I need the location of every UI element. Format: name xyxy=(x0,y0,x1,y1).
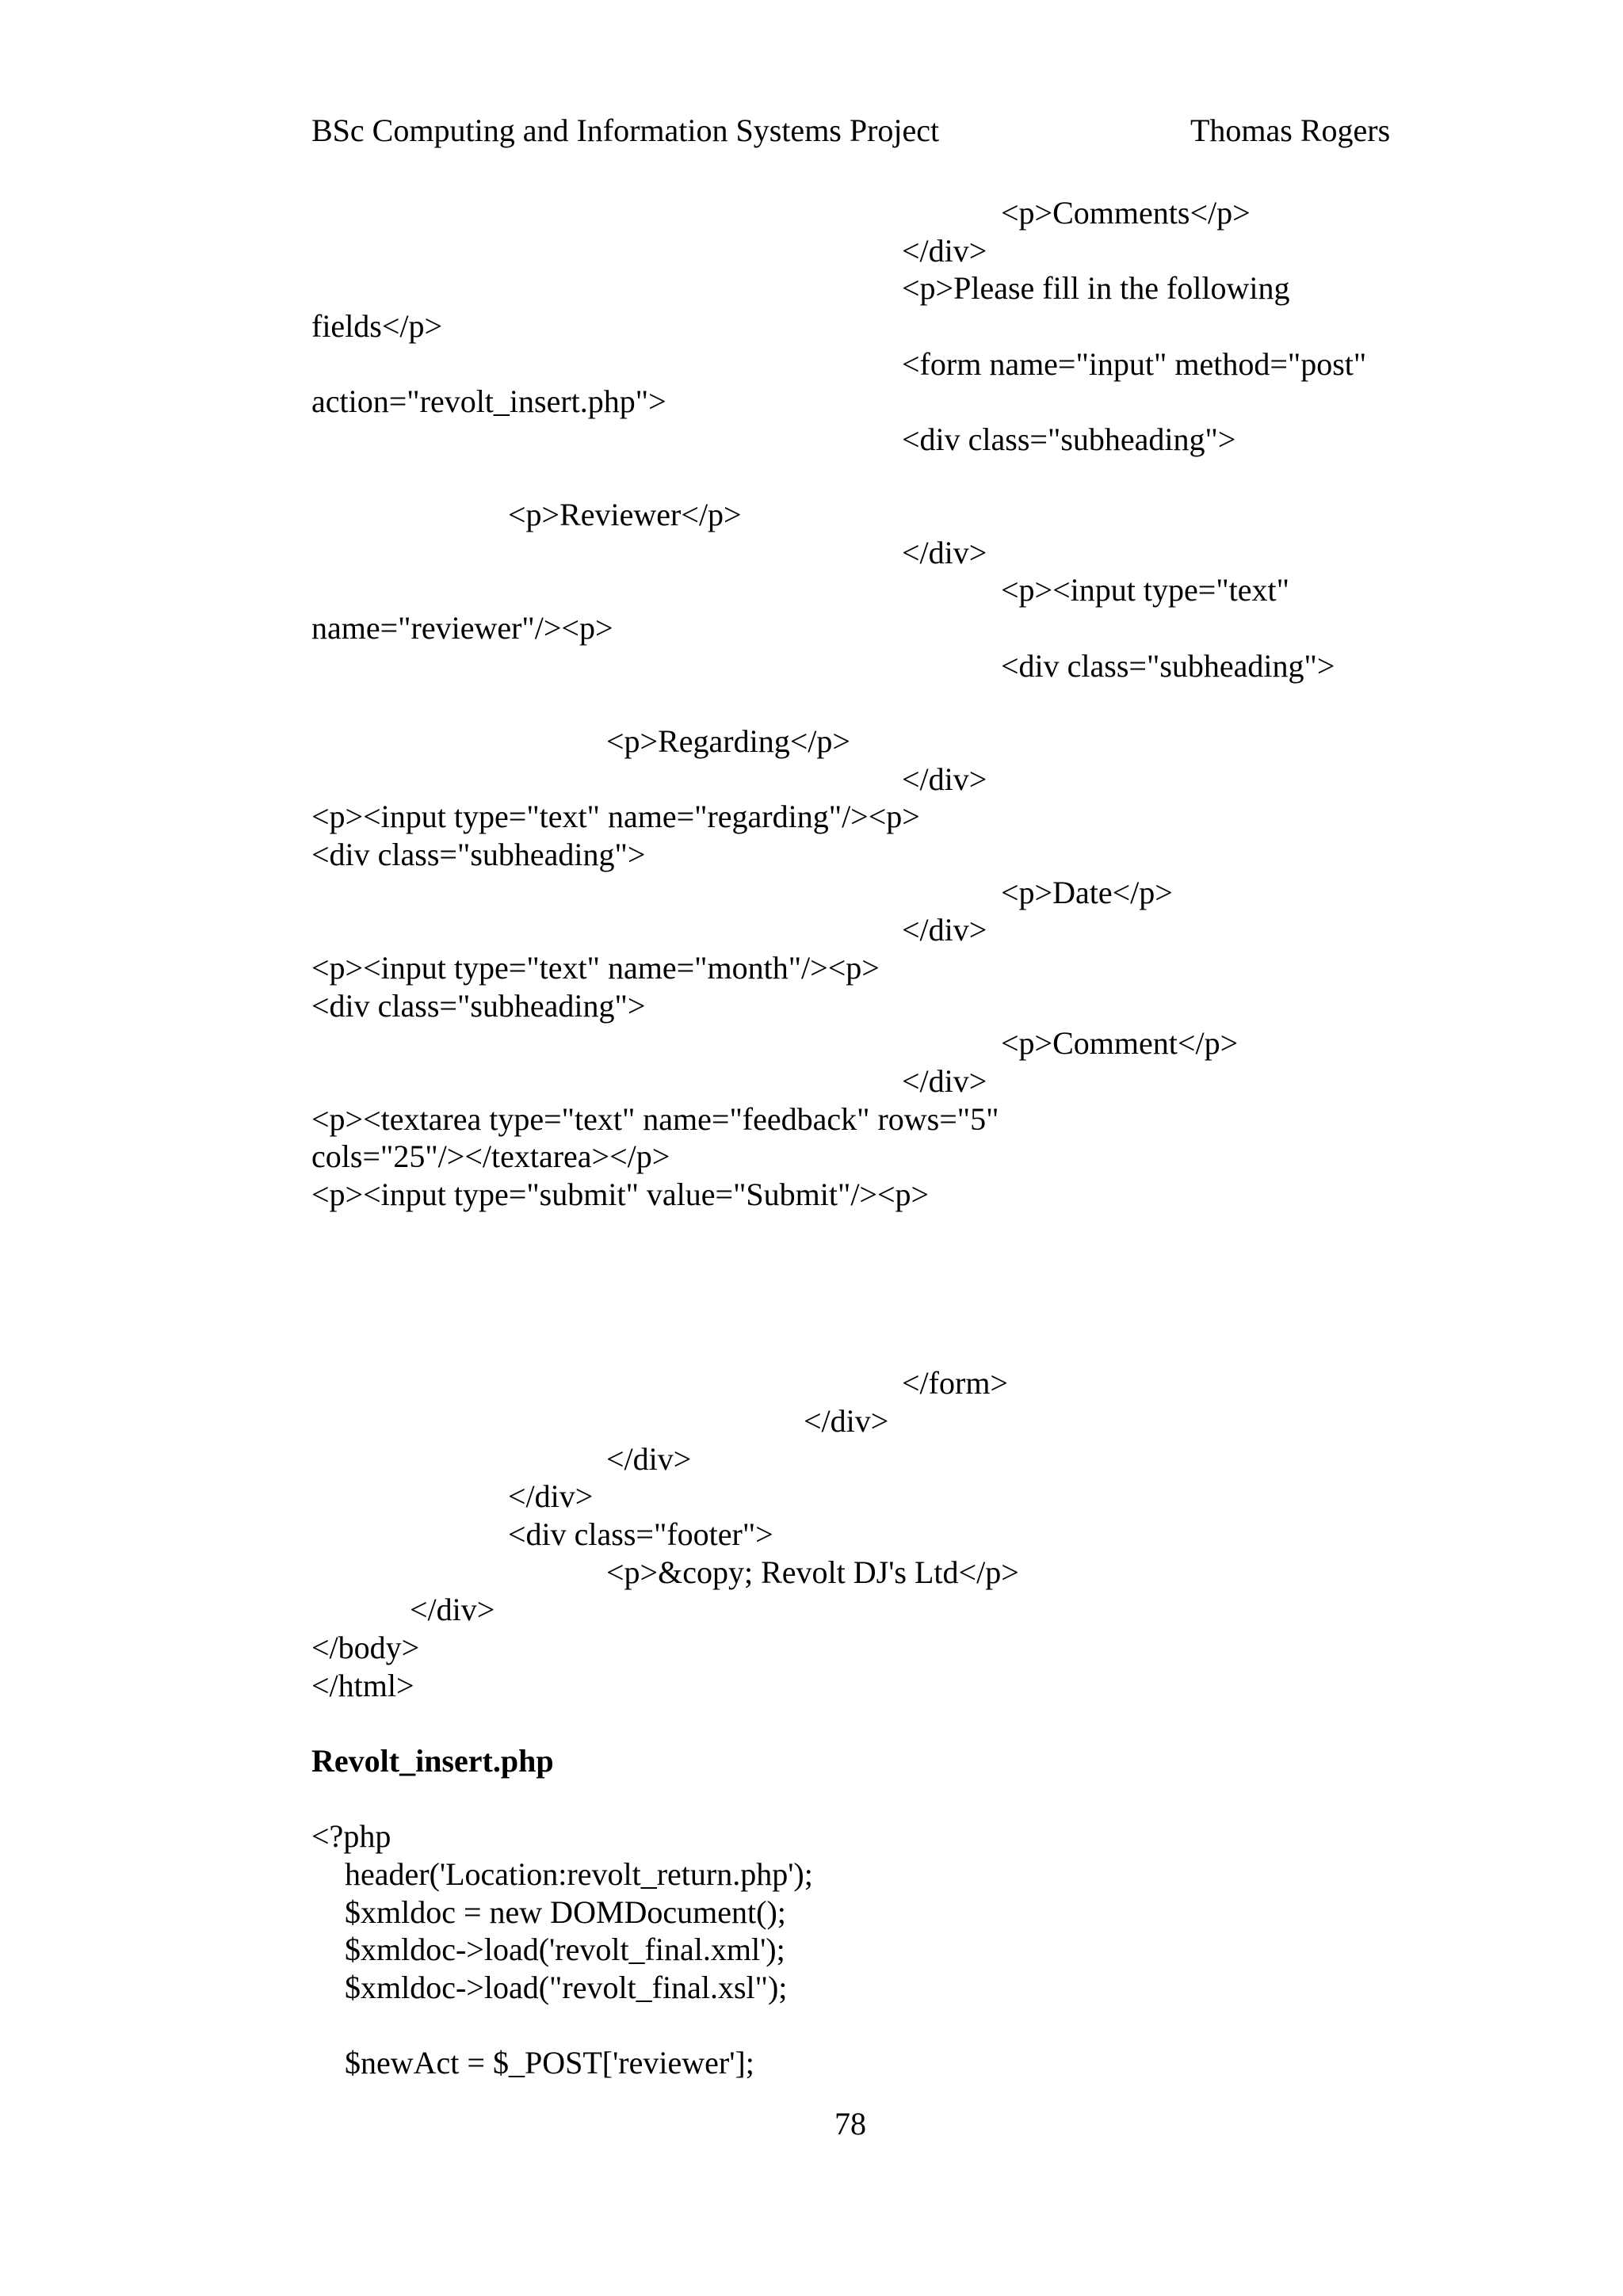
code-line: fields</p> xyxy=(311,308,443,344)
code-line: <p>Date</p> xyxy=(1001,875,1173,910)
code-line: name="reviewer"/><p> xyxy=(311,610,613,646)
code-line: </div> xyxy=(902,233,987,269)
page-number: 78 xyxy=(834,2106,866,2142)
header-title: BSc Computing and Information Systems Project xyxy=(311,113,940,148)
code-line: <p><input type="text" name="month"/><p> xyxy=(311,950,880,986)
section-heading: Revolt_insert.php xyxy=(311,1743,554,1779)
header-author: Thomas Rogers xyxy=(1190,113,1391,148)
code-line: <p>&copy; Revolt DJ's Ltd</p> xyxy=(606,1554,1019,1590)
code-line: <p><input type="text" xyxy=(1001,572,1289,608)
php-line: <?php xyxy=(311,1818,391,1854)
code-line: <div class="subheading"> xyxy=(1001,648,1335,684)
code-line: </div> xyxy=(606,1441,692,1477)
code-line: </div> xyxy=(902,535,987,570)
code-line: action="revolt_insert.php"> xyxy=(311,383,666,419)
code-line: </form> xyxy=(902,1365,1008,1401)
code-line: <p><input type="text" name="regarding"/><p> xyxy=(311,799,920,834)
code-line: </div> xyxy=(902,912,987,948)
code-line: </div> xyxy=(508,1478,594,1514)
code-line: </div> xyxy=(902,1063,987,1099)
code-line: <p>Comment</p> xyxy=(1001,1025,1239,1061)
code-line: <p>Please fill in the following xyxy=(902,270,1290,306)
code-line: </div> xyxy=(804,1403,889,1439)
code-line: </div> xyxy=(410,1592,495,1627)
code-line: <p>Comments</p> xyxy=(1001,195,1251,231)
code-line: <div class="footer"> xyxy=(508,1516,773,1552)
code-line: <p><textarea type="text" name="feedback" rows="5" xyxy=(311,1101,999,1137)
code-line: <div class="subheading"> xyxy=(902,421,1236,457)
php-line: header('Location:revolt_return.php'); xyxy=(345,1856,813,1892)
code-line: <p>Regarding</p> xyxy=(606,723,850,759)
code-line: </div> xyxy=(902,761,987,797)
code-line: </html> xyxy=(311,1668,414,1703)
code-line: cols="25"/></textarea></p> xyxy=(311,1138,670,1174)
php-line: $xmldoc->load('revolt_final.xml'); xyxy=(345,1932,785,1967)
code-line: <form name="input" method="post" xyxy=(902,346,1367,382)
code-line: <div class="subheading"> xyxy=(311,988,646,1024)
code-line: <div class="subheading"> xyxy=(311,837,646,872)
code-line: <p>Reviewer</p> xyxy=(508,497,742,532)
code-line: <p><input type="submit" value="Submit"/><p> xyxy=(311,1177,930,1212)
php-line: $xmldoc = new DOMDocument(); xyxy=(345,1894,786,1930)
php-line: $newAct = $_POST['reviewer']; xyxy=(345,2045,754,2081)
code-line: </body> xyxy=(311,1630,420,1665)
php-line: $xmldoc->load("revolt_final.xsl"); xyxy=(345,1970,788,2005)
